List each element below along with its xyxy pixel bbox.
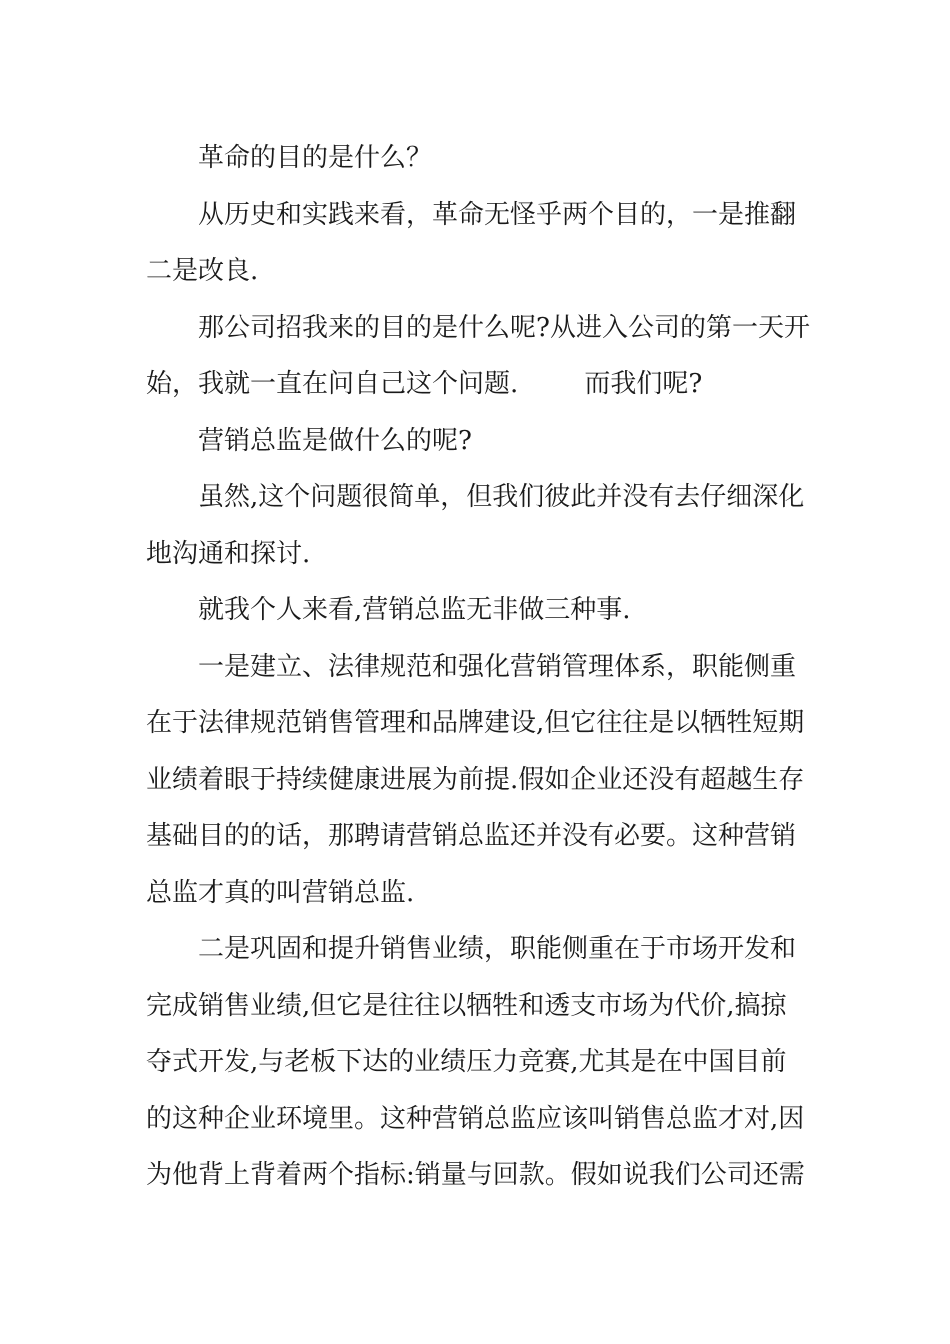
text-line: 夺式开发,与老板下达的业绩压力竞赛,尤其是在中国目前 [146, 1047, 787, 1077]
text-line: 的这种企业环境里。这种营销总监应该叫销售总监才对,因 [146, 1103, 805, 1134]
text-line: 始，我就一直在问自己这个问题. 而我们呢? [146, 369, 703, 399]
text-line: 革命的目的是什么？ [198, 143, 433, 173]
text-line: 总监才真的叫营销总监. [146, 877, 415, 908]
text-line: 二是巩固和提升销售业绩，职能侧重在于市场开发和 [198, 934, 797, 964]
text-line: 基础目的的话，那聘请营销总监还并没有必要。这种营销 [146, 821, 797, 851]
text-line: 就我个人来看,营销总监无非做三种事. [198, 595, 631, 625]
text-line: 虽然,这个问题很简单，但我们彼此并没有去仔细深化 [198, 482, 805, 512]
document-body [146, 130, 808, 1204]
text-line: 从历史和实践来看，革命无怪乎两个目的，一是推翻 [198, 199, 797, 230]
text-line: 在于法律规范销售管理和品牌建设,但它往往是以牺牲短期 [146, 708, 805, 738]
text-line: 地沟通和探讨. [146, 538, 311, 569]
text-line: 业绩着眼于持续健康进展为前提.假如企业还没有超越生存 [146, 764, 805, 795]
text-line: 完成销售业绩,但它是往往以牺牲和透支市场为代价,搞掠 [146, 990, 787, 1021]
text-line: 那公司招我来的目的是什么呢?从进入公司的第一天开 [198, 312, 810, 343]
text-line: 营销总监是做什么的呢? [198, 425, 472, 456]
text-line: 二是改良. [146, 256, 259, 286]
text-line: 为他背上背着两个指标:销量与回款。假如说我们公司还需 [146, 1160, 805, 1190]
text-line: 一是建立、法律规范和强化营销管理体系，职能侧重 [198, 651, 797, 682]
